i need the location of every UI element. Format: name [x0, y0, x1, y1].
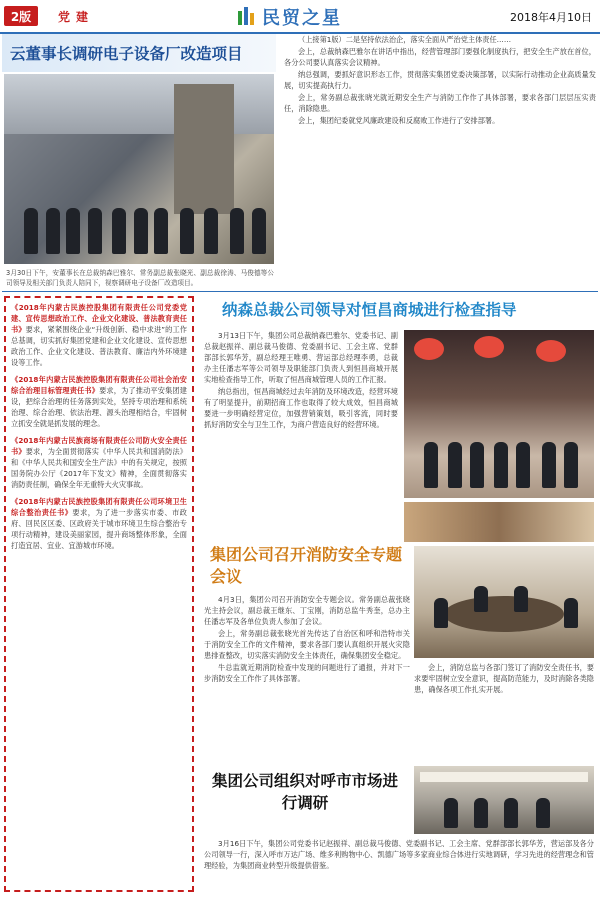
visit-photo	[4, 74, 274, 264]
paragraph: 会上，集团纪委就党风廉政建设和反腐败工作进行了安排部署。	[298, 116, 500, 125]
page-number: 2版	[10, 10, 32, 24]
issue-date: 2018年4月10日	[510, 11, 592, 24]
responsibility-item	[11, 496, 187, 551]
article-chairman-visit	[0, 34, 600, 290]
item-body: 要求，紧紧围绕企业“升级创新、稳中求进”的工作总基调，切实抓好集团党建和企业文化建设、宣传思想政治工作、企业文化建设、普法教育、廉洁内外环境建设等工作。	[11, 325, 187, 367]
mall-photo	[404, 502, 594, 542]
article-hengchang-inspection	[200, 296, 596, 542]
article-body	[204, 330, 398, 542]
paragraph: 会上，消防总监与各部门签订了消防安全责任书，要求要牢固树立安全意识，提高防范能力，及时消除各类隐患，确保各项工作扎实开展。	[414, 663, 594, 694]
paper-logo	[236, 4, 386, 28]
page-header	[0, 0, 600, 34]
responsibility-item	[11, 302, 187, 368]
paper-name: 民贸之星	[262, 8, 342, 29]
paragraph: 3月16日下午，集团公司党委书记赵振祥、副总裁马俊德、党委副书记、工会主席、党群部部长郭华芳，营运部及各分公司领导一行，深入呼市万达广场、维多利购物中心、凯德广场等多家商业综合体进行实地调研，学习先进的经营理念和管理经验，为集团商业转型升级提供借鉴。	[204, 839, 594, 870]
paragraph: 纳总强调，要抓好意识形态工作，贯彻落实集团党委决策部署，以实际行动推动企业高质量发展，切实提高执行力。	[284, 70, 596, 90]
article-title: 纳森总裁公司领导对恒昌商城进行检查指导	[222, 300, 517, 319]
responsibility-box	[4, 296, 194, 892]
article-body	[204, 838, 594, 894]
article-title: 云董事长调研电子设备厂改造项目	[10, 44, 243, 63]
article-title: 集团公司召开消防安全专题会议	[210, 545, 403, 586]
article-body-cont	[414, 662, 594, 760]
article-title: 集团公司组织对呼市市场进行调研	[211, 771, 398, 812]
mall-interior-photo	[414, 766, 594, 834]
article-body	[204, 594, 410, 760]
article-body	[284, 34, 596, 288]
paragraph: 4月3日，集团公司召开消防安全专题会议。常务副总裁张晓光主持会议，副总裁王继东、丁宝刚，消防总监牛秀奎，总办主任潘志军及各单位负责人参加了会议。	[204, 595, 410, 626]
item-title: 《2018年内蒙古民族商场有限责任公司防火安全责任书》	[11, 436, 187, 456]
section-name: 党建	[58, 10, 95, 24]
page-number-badge	[4, 6, 38, 26]
paragraph: 3月13日下午，集团公司总裁纳森巴雅尔、党委书记、副总裁赵振祥、副总裁马俊德、党委副书记、工会主席、党群部部长郭华芳，副总经理王唯勇、营运部总经理李勇，总裁办主任潘志军等公司领导及职能部门负责人到恒昌商城开展实地检查指导工作，听取了恒昌商城管理人员的工作汇报。	[204, 331, 398, 384]
item-body: 要求，为了推动平安集团建设，把综合治理的任务落到实处，坚持专项治理和系统治理、综合治理、依法治理、源头治理相结合，牢固树立抓安全就是抓发展的理念。	[11, 386, 187, 428]
responsibility-item	[11, 435, 187, 490]
paragraph: 会上，常务副总裁张晓光就近期安全生产与消防工作作了具体部署，要求各部门层层压实责任，消除隐患。	[284, 93, 596, 113]
item-body: 要求，为了进一步落实市委、市政府、回民区区委、区政府关于城市环境卫生综合整治专项行动精神，建设美丽家园，提升商场整体形象，全面打造宜居、宜业、宜游城市环境。	[11, 508, 187, 550]
article-fire-safety-meeting	[200, 544, 596, 762]
paragraph: 会上，总裁纳森巴雅尔在讲话中指出，经营管理部门要强化制度执行，把安全生产放在首位，各分公司要认真落实会议精神。	[284, 47, 596, 67]
item-title: 《2018年内蒙古民族控股集团有限责任公司党委党建、宣传思想政治工作、企业文化建设、普法教育责任书》	[11, 303, 187, 334]
logo-mark-icon	[236, 5, 258, 27]
item-title: 《2018年内蒙古民族控股集团有限责任公司社会治安综合治理目标管理责任书》	[11, 375, 187, 395]
divider	[2, 291, 598, 292]
meeting-photo	[414, 546, 594, 658]
title-banner	[2, 34, 276, 72]
item-title: 《2018年内蒙古民族控股集团有限责任公司环境卫生综合整治责任书》	[11, 497, 187, 517]
mall-photo	[404, 330, 594, 498]
responsibility-item	[11, 374, 187, 429]
paragraph: （上接第1版）二是坚持依法治企，落实全面从严治党主体责任……	[298, 35, 512, 44]
paragraph: 牛总监就近期消防检查中发现的问题进行了通报，并对下一步消防安全工作作了具体部署。	[204, 663, 410, 683]
paragraph: 纳总指出，恒昌商城经过去年消防及环境改造，经营环境有了明显提升，前期招商工作也取得了较大成效，恒昌商城要进一步明确经营定位，加强营销策划，吸引客流，同时要抓好消防安全与卫生工作，为商户营造良好的经营环境。	[204, 387, 398, 429]
item-body: 要求，为全面贯彻落实《中华人民共和国消防法》和《中华人民共和国安全生产法》中的有关规定，按照国务院办公厅《2017年下发文》精神，全面贯彻落实消防责任制，确保全年无重特大火灾事故。	[11, 447, 187, 489]
article-market-research	[200, 764, 596, 894]
photo-caption: 3月30日下午，安董事长在总裁纳森巴雅尔、常务副总裁张晓光、副总裁徐涛、马俊德等公司领导及相关部门负责人陪同下，视察调研电子设备厂改造项目。	[6, 269, 274, 287]
paragraph: 会上，常务副总裁张晓光首先传达了自治区和呼和浩特市关于消防安全工作的文件精神，要求各部门要认真组织开展火灾隐患排查整改，切实落实消防安全主体责任，确保集团安全稳定。	[204, 629, 410, 660]
